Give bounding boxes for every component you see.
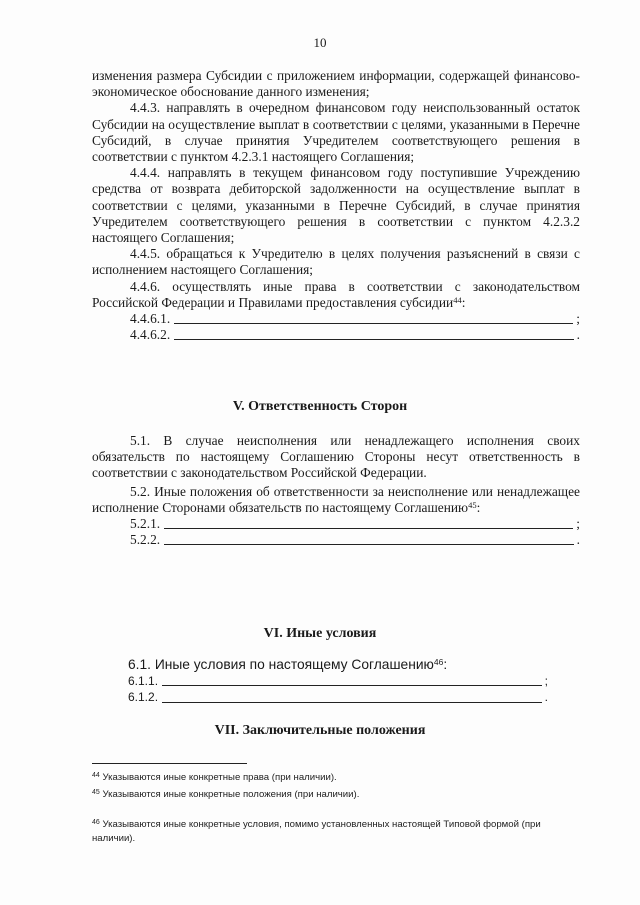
footnote-45 (92, 788, 586, 802)
colon: : (476, 499, 481, 515)
blank-line[interactable] (174, 311, 573, 324)
paragraph-4-4-3: 4.4.3. направлять в очередном финансовом году неиспользованный остаток Субсидии на осуществление выплат в соответствии с целями, указанными в Перечне Субсидий, в случае принятия Учредителем соответствующего решения в соответствии с пунктом 4.2.3.1 настоящего Соглашения; (92, 100, 580, 165)
line-end: ; (576, 311, 580, 327)
paragraph-5-2 (92, 484, 580, 516)
paragraph-continuation: изменения размера Субсидии с приложением информации, содержащей финансово-экономическое обоснование данного изменения; (92, 68, 580, 100)
paragraph-5-2-text: 5.2. Иные положения об ответственности за неисполнение или ненадлежащее исполнение Сторонами обязательств по настоящему Соглашению (92, 483, 580, 515)
fill-line-4-4-6-2 (92, 327, 580, 343)
fill-line-4-4-6-1 (92, 311, 580, 327)
section-7-heading: VII. Заключительные положения (214, 723, 426, 738)
fill-label: 4.4.6.2. (130, 327, 171, 343)
footnote-46 (92, 818, 586, 846)
colon: : (461, 294, 466, 310)
blank-line[interactable] (162, 690, 542, 703)
footnote-number: 45 (92, 789, 100, 796)
colon: : (443, 657, 448, 672)
paragraph-5-1: 5.1. В случае неисполнения или ненадлежащего исполнения своих обязательств по настоящему Соглашению Стороны несут ответственность в соответствии с законодательством Российской Федерации. (92, 433, 580, 481)
section-6-body (92, 657, 580, 706)
footnote-number: 44 (92, 772, 100, 779)
blank-line[interactable] (164, 532, 574, 545)
fill-label: 6.1.2. (128, 690, 159, 705)
section-6-heading: VI. Иные условия (263, 626, 377, 641)
line-end: . (576, 327, 580, 343)
paragraph-4-4-4: 4.4.4. направлять в текущем финансовом году поступившие Учреждению средства от возврата дебиторской задолженности на осуществление выплат в соответствии с целями, указанными в Перечне Субсидий, в случае принятия Учредителем соответствующего решения в соответствии с пунктом 4.2.3.2 настоящего Соглашения; (92, 165, 580, 246)
paragraph-6-1 (92, 657, 580, 673)
fill-label: 6.1.1. (128, 674, 159, 689)
footnote-text: Указываются иные конкретные условия, помимо установленных настоящей Типовой формой (при наличии). (92, 819, 541, 844)
footnote-number: 46 (92, 819, 100, 826)
paragraph-4-4-5: 4.4.5. обращаться к Учредителю в целях получения разъяснений в связи с исполнением настоящего Соглашения; (92, 246, 580, 278)
page-number: 10 (313, 35, 327, 50)
fill-line-5-2-1 (92, 516, 580, 532)
footnote-text: Указываются иные конкретные положения (при наличии). (102, 789, 360, 800)
footnote-ref-44: 44 (453, 294, 462, 305)
blank-line[interactable] (164, 516, 573, 529)
fill-line-6-1-2 (92, 689, 548, 705)
footnote-ref-46: 46 (433, 657, 444, 667)
footnote-ref-45: 45 (468, 499, 477, 510)
fill-line-5-2-2 (92, 532, 580, 548)
line-end: . (576, 532, 580, 548)
paragraph-6-1-text: 6.1. Иные условия по настоящему Соглашению (128, 657, 434, 672)
line-end: . (544, 690, 548, 705)
paragraph-4-4-6-text: 4.4.6. осуществлять иные права в соответствии с законодательством Российской Федерации и Правилами предоставления субсидии (92, 278, 580, 310)
footnote-text: Указываются иные конкретные права (при наличии). (102, 772, 337, 783)
footnote-divider (92, 763, 247, 764)
section-5-body (92, 433, 580, 548)
line-end: ; (544, 674, 548, 689)
fill-label: 5.2.1. (130, 516, 161, 532)
line-end: ; (576, 516, 580, 532)
footnote-44 (92, 771, 586, 785)
section-4-continuation (92, 68, 580, 343)
blank-line[interactable] (162, 673, 542, 686)
blank-line[interactable] (174, 327, 573, 340)
paragraph-4-4-6 (92, 279, 580, 311)
fill-line-6-1-1 (92, 673, 548, 689)
section-5-heading: V. Ответственность Сторон (232, 399, 408, 414)
fill-label: 4.4.6.1. (130, 311, 171, 327)
fill-label: 5.2.2. (130, 532, 161, 548)
